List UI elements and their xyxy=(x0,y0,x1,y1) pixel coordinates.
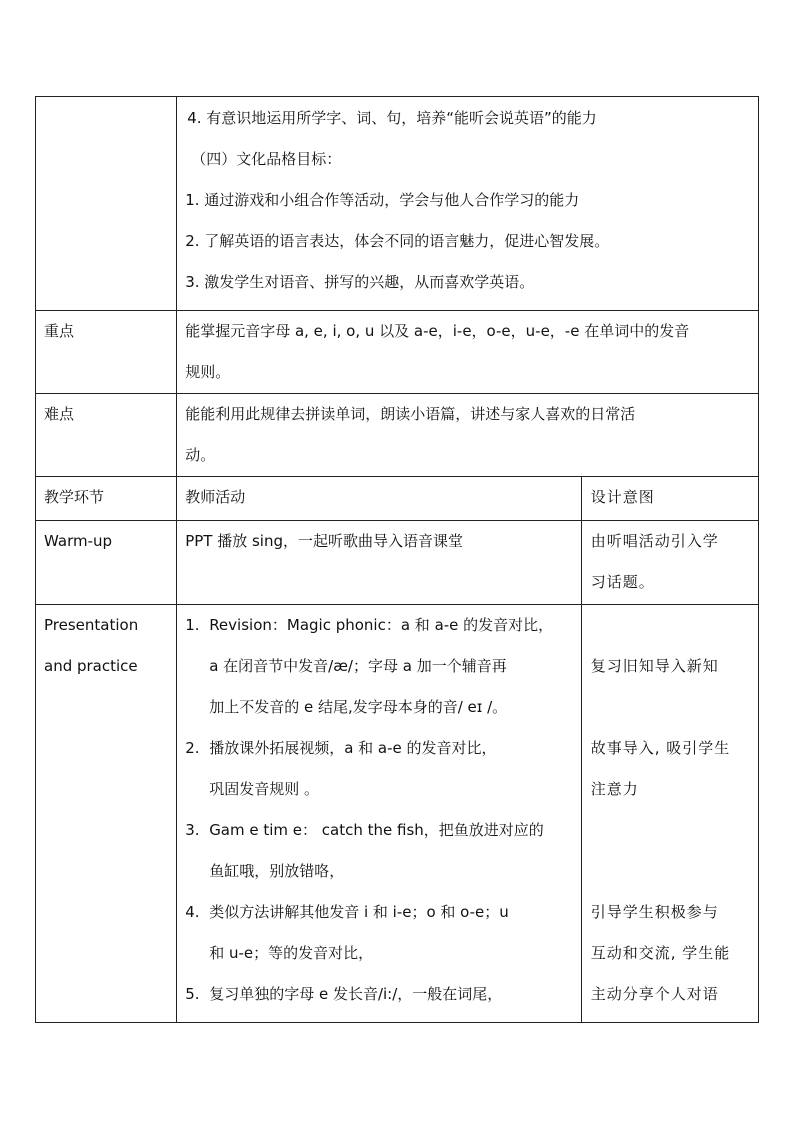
culture-goal-3: 3. 激发学生对语音、拼写的兴趣，从而喜欢学英语。 xyxy=(185,273,535,291)
difficulty-label: 难点 xyxy=(44,405,75,423)
presentation-item-2-line-1: 播放课外拓展视频，a 和 a-e 的发音对比， xyxy=(209,739,497,757)
difficulty-label-cell xyxy=(36,394,177,477)
objectives-cell xyxy=(177,97,759,311)
presentation-item-5-number: 5. xyxy=(185,985,200,1003)
header-design-intent: 设计意图 xyxy=(590,488,655,506)
design-spacer-1 xyxy=(591,605,754,646)
presentation-item-3-line-2: 鱼缸哦，别放错咯， xyxy=(209,862,345,880)
design-block-2-line-2: 注意力 xyxy=(590,780,639,798)
warmup-design-cell xyxy=(581,521,758,605)
presentation-item-2 xyxy=(185,728,581,810)
presentation-stage-line-1: Presentation xyxy=(44,616,139,634)
presentation-item-4-line-2: 和 u-e；等的发音对比， xyxy=(209,944,374,962)
difficulty-text-line-2: 动。 xyxy=(185,446,216,464)
header-design-cell xyxy=(581,477,758,521)
presentation-item-3-line-1: Gam e tim e： catch the fish，把鱼放进对应的 xyxy=(209,821,544,839)
warmup-stage: Warm-up xyxy=(44,532,113,550)
presentation-activity-cell xyxy=(177,605,582,1023)
header-activity-cell xyxy=(177,477,582,521)
design-block-1: 复习旧知导入新知 xyxy=(590,657,719,675)
presentation-row xyxy=(36,605,759,1023)
lesson-plan-table xyxy=(35,96,759,1023)
presentation-item-1 xyxy=(185,605,581,728)
header-stage: 教学环节 xyxy=(44,488,105,506)
presentation-item-5 xyxy=(185,974,581,1015)
presentation-stage-line-2: and practice xyxy=(44,657,138,675)
design-spacer-4 xyxy=(591,851,754,892)
header-stage-cell xyxy=(36,477,177,521)
key-point-label: 重点 xyxy=(44,322,75,340)
presentation-item-1-number: 1. xyxy=(185,616,200,634)
key-point-text-line-1: 能掌握元音字母 a, e, i, o, u 以及 a-e，i-e，o-e，u-e，-e 在单词中的发音 xyxy=(185,322,690,340)
warmup-activity-cell xyxy=(177,521,582,605)
presentation-item-4-number: 4. xyxy=(185,903,200,921)
presentation-item-3 xyxy=(185,810,581,892)
culture-goal-heading: （四）文化品格目标： xyxy=(191,150,342,168)
warmup-activity: PPT 播放 sing，一起听歌曲导入语音课堂 xyxy=(185,532,463,550)
warmup-row xyxy=(36,521,759,605)
design-block-3-line-2: 互动和交流, 学生能 xyxy=(590,944,731,962)
objectives-empty-cell xyxy=(36,97,177,311)
difficulty-content-cell xyxy=(177,394,759,477)
presentation-item-3-number: 3. xyxy=(185,821,200,839)
key-point-content-cell xyxy=(177,311,759,394)
presentation-stage-cell xyxy=(36,605,177,1023)
presentation-item-2-line-2: 巩固发音规则 。 xyxy=(209,780,319,798)
presentation-item-1-line-3: 加上不发音的 e 结尾,发字母本身的音/ eɪ /。 xyxy=(209,698,508,716)
warmup-design-line-2: 习话题。 xyxy=(590,573,655,591)
presentation-design-cell xyxy=(581,605,758,1023)
objective-line-4: 4. 有意识地运用所学字、词、句，培养“能听会说英语”的能力 xyxy=(187,109,597,127)
difficulty-row xyxy=(36,394,759,477)
header-teacher-activity: 教师活动 xyxy=(185,488,246,506)
key-point-label-cell xyxy=(36,311,177,394)
objectives-row xyxy=(36,97,759,311)
presentation-item-4 xyxy=(185,892,581,974)
presentation-item-1-line-2: a 在闭音节中发音/æ/；字母 a 加一个辅音再 xyxy=(209,657,507,675)
presentation-item-2-number: 2. xyxy=(185,739,200,757)
presentation-item-1-line-1: Revision：Magic phonic：a 和 a-e 的发音对比， xyxy=(209,616,554,634)
presentation-item-5-line-1: 复习单独的字母 e 发长音/i:/，一般在词尾， xyxy=(209,985,503,1003)
stage-header-row xyxy=(36,477,759,521)
design-block-3-line-1: 引导学生积极参与 xyxy=(590,903,719,921)
culture-goal-2: 2. 了解英语的语言表达，体会不同的语言魅力，促进心智发展。 xyxy=(185,232,610,250)
design-spacer-3 xyxy=(591,810,754,851)
difficulty-text-line-1: 能能利用此规律去拼读单词，朗读小语篇，讲述与家人喜欢的日常活 xyxy=(185,405,636,423)
key-point-text-line-2: 规则。 xyxy=(185,363,231,381)
design-spacer-2 xyxy=(591,687,754,728)
key-point-row xyxy=(36,311,759,394)
design-block-3-line-3: 主动分享个人对语 xyxy=(590,985,719,1003)
design-block-2-line-1: 故事导入, 吸引学生 xyxy=(590,739,731,757)
warmup-design-line-1: 由听唱活动引入学 xyxy=(590,532,719,550)
warmup-stage-cell xyxy=(36,521,177,605)
culture-goal-1: 1. 通过游戏和小组合作等活动，学会与他人合作学习的能力 xyxy=(185,191,580,209)
presentation-item-4-line-1: 类似方法讲解其他发音 i 和 i-e；o 和 o-e；u xyxy=(209,903,509,921)
